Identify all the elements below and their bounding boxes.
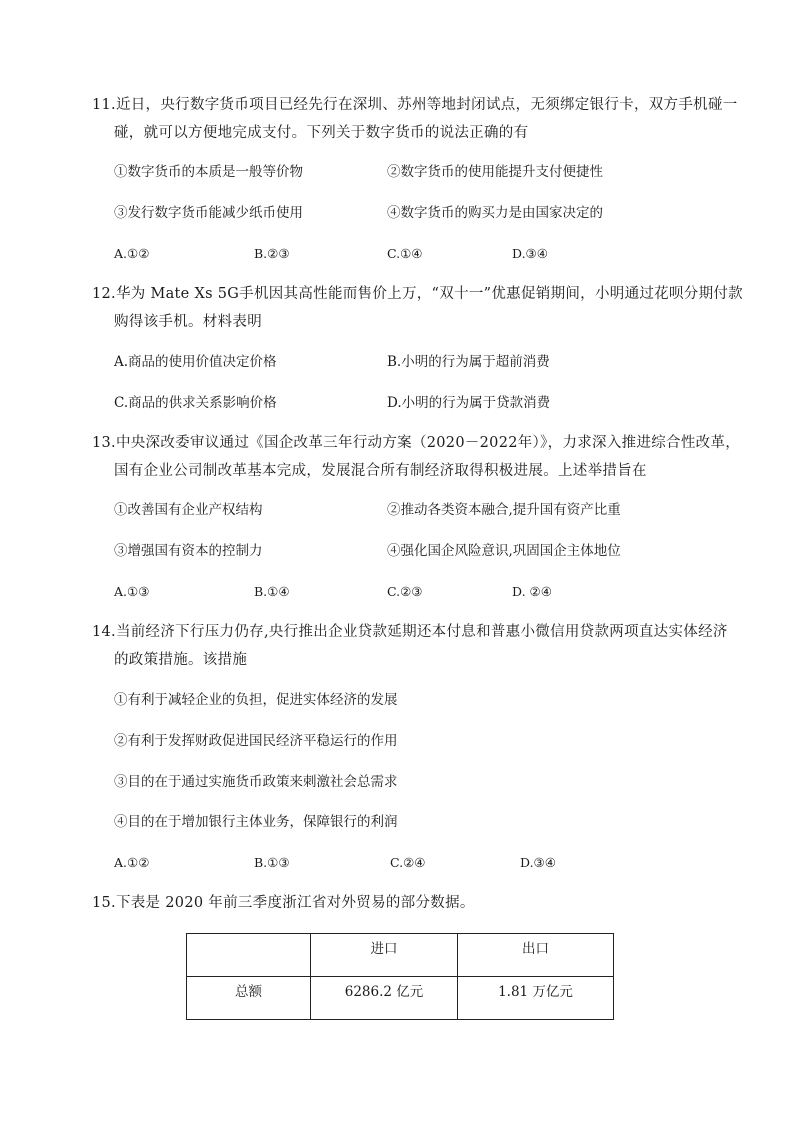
q14-option-a: A.①② (114, 855, 150, 870)
q12-option-a: A.商品的使用价值决定价格 (114, 354, 277, 370)
q13-statement-2: ②推动各类资本融合,提升国有资产比重 (387, 502, 621, 518)
q12-stem-line-1: 12.华为 Mate Xs 5G手机因其高性能而售价上万，“双十一”优惠促销期间，小明通过花呗分期付款 (92, 286, 743, 302)
q13-stem-line-1: 13.中央深改委审议通过《国企改革三年行动方案（2020－2022年）》，力求深入推进综合性改革， (92, 435, 741, 451)
q11-stem-line-2: 碰，就可以方便地完成支付。下列关于数字货币的说法正确的有 (114, 125, 529, 141)
q13-option-b: B.①④ (254, 584, 290, 599)
q13-statement-1: ①改善国有企业产权结构 (114, 502, 263, 518)
table-header-import: 进口 (311, 934, 458, 977)
q11-statement-2: ②数字货币的使用能提升支付便捷性 (387, 164, 603, 180)
table-import-value: 6286.2 亿元 (311, 977, 458, 1020)
table-export-value: 1.81 万亿元 (458, 977, 614, 1020)
q13-option-c: C.②③ (387, 584, 423, 599)
q11-option-a: A.①② (114, 246, 150, 261)
q12-option-d: D.小明的行为属于贷款消费 (387, 395, 551, 411)
q13-statement-3: ③增强国有资本的控制力 (114, 543, 263, 559)
q11-option-c: C.①④ (387, 246, 423, 261)
q12-option-c: C.商品的供求关系影响价格 (114, 395, 277, 411)
q11-option-d: D.③④ (512, 246, 548, 261)
q14-statement-2: ②有利于发挥财政促进国民经济平稳运行的作用 (114, 733, 398, 749)
table-header-empty (187, 934, 311, 977)
q12-option-b: B.小明的行为属于超前消费 (387, 354, 550, 370)
q13-statement-4: ④强化国企风险意识,巩固国企主体地位 (387, 543, 621, 559)
q14-option-b: B.①③ (254, 855, 290, 870)
q14-option-c: C.②④ (390, 855, 426, 870)
q13-option-a: A.①③ (114, 584, 150, 599)
q11-statement-3: ③发行数字货币能减少纸币使用 (114, 205, 303, 221)
q12-stem-line-2: 购得该手机。材料表明 (114, 314, 262, 330)
table-row-label: 总额 (187, 977, 311, 1020)
q14-statement-3: ③目的在于通过实施货币政策来刺激社会总需求 (114, 774, 398, 790)
q14-stem-line-1: 14.当前经济下行压力仍存,央行推出企业贷款延期还本付息和普惠小微信用贷款两项直达实体经济 (92, 624, 728, 640)
table-header-export: 出口 (458, 934, 614, 977)
table-row (187, 977, 614, 1020)
q13-option-d: D. ②④ (512, 584, 552, 599)
q14-stem-line-2: 的政策措施。该措施 (114, 652, 248, 668)
q11-option-b: B.②③ (254, 246, 290, 261)
table-header-row (187, 934, 614, 977)
q11-statement-4: ④数字货币的购买力是由国家决定的 (387, 205, 603, 221)
q15-stem-line-1: 15.下表是 2020 年前三季度浙江省对外贸易的部分数据。 (92, 895, 475, 911)
q11-statement-1: ①数字货币的本质是一般等价物 (114, 164, 303, 180)
q14-statement-4: ④目的在于增加银行主体业务，保障银行的利润 (114, 814, 398, 830)
q13-stem-line-2: 国有企业公司制改革基本完成，发展混合所有制经济取得积极进展。上述举措旨在 (114, 463, 647, 479)
q14-option-d: D.③④ (520, 855, 556, 870)
q14-statement-1: ①有利于减轻企业的负担，促进实体经济的发展 (114, 692, 398, 708)
q11-stem-line-1: 11.近日，央行数字货币项目已经先行在深圳、苏州等地封闭试点，无须绑定银行卡，双方手机碰一 (92, 97, 738, 113)
trade-data-table (186, 933, 614, 1020)
